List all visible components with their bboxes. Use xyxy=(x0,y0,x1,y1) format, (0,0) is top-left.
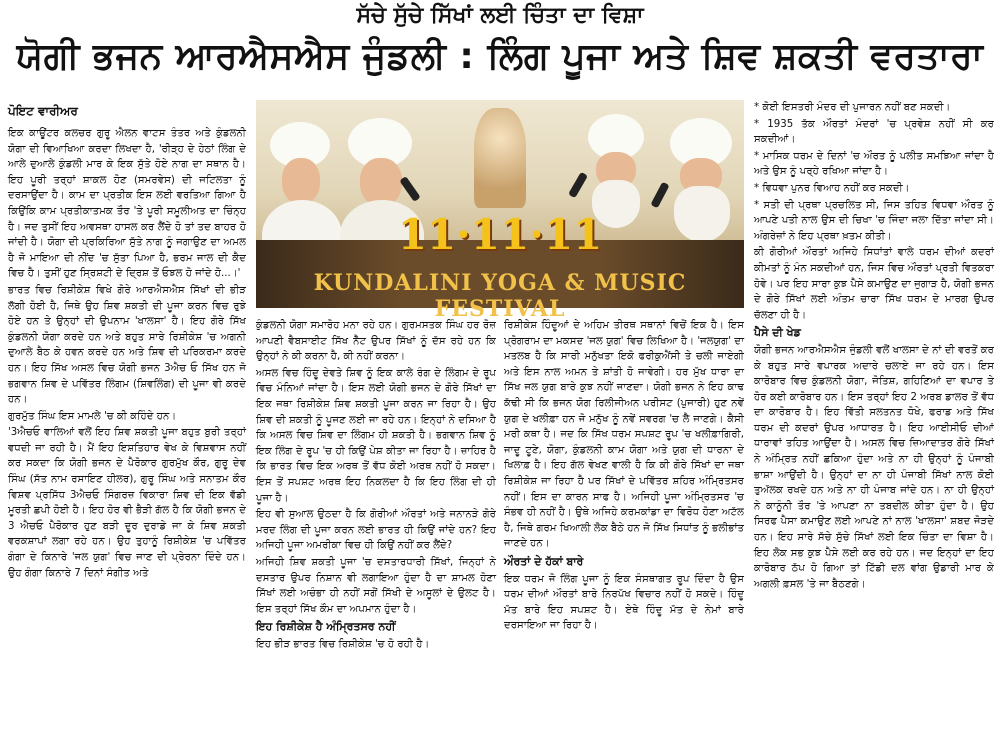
face-shape xyxy=(282,158,320,204)
paragraph: '3ਐਚਓ ਵਾਲਿਆਂ ਵਲੋਂ ਇਹ ਸ਼ਿਵ ਸ਼ਕਤੀ ਪੂਜਾ ਬਹੁਤ ਬੁਰੀ ਤਰ੍ਹਾਂ ਵਧਦੀ ਜਾ ਰਹੀ ਹੈ। ਮੈਂ ਇਹ ਇਸ਼ਤਿਹਾਰ ਵੇਖ ਕੇ ਵਿਸ਼ਵਾਸ ਨਹੀਂ ਕਰ ਸਕਦਾ ਕਿ ਯੋਗੀ ਭਜਨ ਦੇ ਪੈਰੋਕਾਰ ਗੁਰਮੁੱਖ ਕੌਰ, ਗੁਰੂ ਦੇਵ ਸਿੰਘ (ਸੱਤ ਨਾਮ ਰਸਾਇਣ ਹੀਲਰ), ਗੁਰੂ ਸਿੰਘ ਅਤੇ ਸਨਾਤਮ ਕੌਰ ਵਿਸ਼ਵ ਪ੍ਰਸਿੱਧ 3ਐਚਓ ਸਿੰਗਰਜ਼ ਵਿਕਾਰਾ ਸ਼ਿਵ ਦੀ ਇਕ ਵੱਡੀ ਮੂਰਤੀ ਛਪੀ ਹੋਈ ਹੈ। ਇਹ ਹੋਰ ਵੀ ਭੈੜੀ ਗੱਲ ਹੈ ਕਿ ਯੋਗੀ ਭਜਨ ਦੇ 3 ਐਚਓ ਪੈਰੋਕਾਰ ਹੁਣ ਬੜੀ ਦੂਰ ਦੁਰਾਡੇ ਜਾ ਕੇ ਸ਼ਿਵ ਸ਼ਕਤੀ ਵਰਕਸ਼ਾਪਾਂ ਲਗਾ ਰਹੇ ਹਨ। ਉਹ ਤੁਹਾਨੂੰ ਰਿਸ਼ੀਕੇਸ਼ 'ਚ ਪਵਿੱਤਰ ਗੰਗਾ ਦੇ ਕਿਨਾਰੇ 'ਜਲ ਯੁਗ' ਵਿਚ ਜਾਣ ਦੀ ਪ੍ਰੇਰਨਾ ਦਿੰਦੇ ਹਨ। ਉਹ ਗੰਗਾ ਕਿਨਾਰੇ 7 ਦਿਨਾਂ ਸੰਗੀਤ ਅਤੇ xyxy=(8,427,246,579)
paragraph: ਕੀ ਗੋਰੀਆਂ ਔਰਤਾਂ ਅਜਿਹੇ ਸਿਧਾਂਤਾਂ ਵਾਲੇ ਧਰਮ ਦੀਆਂ ਕਦਰਾਂ ਕੀਮਤਾਂ ਨੂੰ ਮੰਨ ਸਕਦੀਆਂ ਹਨ, ਜਿਸ ਵਿਚ ਔਰਤਾਂ ਪ੍ਰਤੀ ਵਿਤਕਰਾ ਹੋਵੇ। ਪਰ ਇਹ ਸਾਰਾ ਕੁਝ ਪੈਸੇ ਕਮਾਉਣ ਦਾ ਜੁਗਾੜ ਹੈ, ਯੋਗੀ ਭਜਨ ਦੇ ਗੋਰੇ ਸਿੱਖਾਂ ਲਈ ਅੰਤਮ ਚਾਰਾ ਸਿੱਖ ਧਰਮ ਦੇ ਮਾਰਗ ਉਪਰ ਚੱਲਣਾ ਹੀ ਹੈ। xyxy=(754,247,994,321)
headline: ਯੋਗੀ ਭਜਨ ਆਰਐਸਐਸ ਜੁੰਡਲੀ : ਲਿੰਗ ਪੂਜਾ ਅਤੇ ਸ਼ਿਵ ਸ਼ਕਤੀ ਵਰਤਾਰਾ xyxy=(16,36,984,77)
microphone-icon xyxy=(399,176,420,202)
section-heading: ਇਹ ਰਿਸ਼ੀਕੇਸ਼ ਹੈ ਅੰਮ੍ਰਿਤਸਰ ਨਹੀਂ xyxy=(256,620,396,634)
section-heading: ਪੈਸੇ ਦੀ ਖੇਡ xyxy=(754,326,801,340)
deity-figure xyxy=(474,108,526,208)
bullet-item: * ਵਿਧਵਾ ਪੁਨਰ ਵਿਆਹ ਨਹੀਂ ਕਰ ਸਕਦੀ। xyxy=(754,182,910,194)
paragraph: ਇਹ ਵੀ ਸੁਆਲ ਉਠਦਾ ਹੈ ਕਿ ਗੋਰੀਆਂ ਔਰਤਾਂ ਅਤੇ ਜਨਾਨੜੇ ਗੋਰੇ ਮਰਦ ਲਿੰਗ ਦੀ ਪੂਜਾ ਕਰਨ ਲਈ ਭਾਰਤ ਹੀ ਕਿਉਂ ਜਾਂਦੇ ਹਨ? ਇਹ ਅਜਿਹੀ ਪੂਜਾ ਅਮਰੀਕਾ ਵਿਚ ਹੀ ਕਿਉਂ ਨਹੀਂ ਕਰ ਲੈਂਦੇ? xyxy=(256,509,496,552)
bullet-item: * 1935 ਤੱਕ ਔਰਤਾਂ ਮੰਦਰਾਂ 'ਚ ਪ੍ਰਵੇਸ਼ ਨਹੀਂ ਸੀ ਕਰ ਸਕਦੀਆਂ। xyxy=(754,118,994,146)
festival-name: KUNDALINI YOGA & MUSIC FESTIVAL xyxy=(313,270,687,322)
bullet-item: * ਕੋਈ ਇਸਤਰੀ ਮੰਦਰ ਦੀ ਪੁਜਾਰਨ ਨਹੀਂ ਬਣ ਸਕਦੀ। xyxy=(754,102,951,113)
article-column-1 xyxy=(8,126,246,728)
paragraph: ਰਿਸ਼ੀਕੇਸ਼ ਹਿੰਦੂਆਂ ਦੇ ਅਹਿਮ ਤੀਰਥ ਸਥਾਨਾਂ ਵਿਚੋਂ ਇਕ ਹੈ। ਇਸ ਪ੍ਰੋਗਰਾਮ ਦਾ ਮਕਸਦ 'ਜਲ ਯੁਗ' ਵਿਚ ਲਿਖਿਆ ਹੈ। 'ਜਲਯੁਗ' ਦਾ ਮਤਲਬ ਹੈ ਕਿ ਸਾਰੀ ਮਨੁੱਖਤਾ ਇਕੋ ਫਰੀਕੁਐਂਸੀ ਤੇ ਚਲੀ ਜਾਏਗੀ ਅਤੇ ਇਸ ਨਾਲ ਅਮਨ ਤੇ ਸ਼ਾਂਤੀ ਹੋ ਜਾਵੇਗੀ। ਹਰ ਮੁੱਖ ਧਾਰਾ ਦਾ ਸਿੱਖ ਜਲ ਯੁਗ ਬਾਰੇ ਕੁਝ ਨਹੀਂ ਜਾਣਦਾ। ਯੋਗੀ ਭਜਨ ਨੇ ਇਹ ਕਾਢ ਕੱਢੀ ਸੀ ਕਿ ਭਜਨ ਯੋਗ ਰਿਲੀਜੀਅਨ ਪਰੀਸਟ (ਪੁਜਾਰੀ) ਹੁਣ ਨਵੇਂ ਯੁਗ ਦੇ ਖਲੀਫ਼ਾ ਹਨ ਜੋ ਮਨੁੱਖ ਨੂੰ ਨਵੇਂ ਸਵਰਗ 'ਚ ਲੈ ਜਾਣਗੇ। ਕੈਸੀ ਮਰੀ ਕਥਾ ਹੈ। ਜਦ ਕਿ ਸਿੱਖ ਧਰਮ ਸਪਸ਼ਟ ਰੂਪ 'ਚ ਖਲੀਫ਼ਾਗਿਰੀ, ਜਾਦੂ ਟੂਣੇ, ਯੋਗਾ, ਕੁੰਡਲਨੀ ਕਾਮ ਯੋਗਾ ਅਤੇ ਯੁਗ ਦੀ ਧਾਰਨਾ ਦੇ ਖਿਲਾਫ਼ ਹੈ। ਇਹ ਗੱਲ ਵੇਖਣ ਵਾਲੀ ਹੈ ਕਿ ਕੀ ਗੋਰੇ ਸਿੱਖਾਂ ਦਾ ਜਥਾ ਰਿਸ਼ੀਕੇਸ਼ ਜਾ ਰਿਹਾ ਹੈ ਪਰ ਸਿੱਖਾਂ ਦੇ ਪਵਿੱਤਰ ਸ਼ਹਿਰ ਅੰਮ੍ਰਿਤਸਰ ਨਹੀਂ। ਇਸ ਦਾ ਕਾਰਨ ਸਾਫ ਹੈ। ਅਜਿਹੀ ਪੂਜਾ ਅੰਮ੍ਰਿਤਸਰ 'ਚ ਸੰਭਵ ਹੀ ਨਹੀਂ ਹੈ। ਉਥੇ ਅਜਿਹੇ ਕਰਮਕਾਂਡਾ ਦਾ ਵਿਰੋਧ ਹੋਣਾ ਅਟੱਲ ਹੈ, ਜਿਥੇ ਗਰਮ ਖਿਆਲੀ ਲੋਕ ਬੈਠੇ ਹਨ ਜੋ ਸਿੱਖ ਸਿਧਾਂਤ ਨੂੰ ਭਲੀਭਾਂਤ ਜਾਣਦੇ ਹਨ। xyxy=(504,320,744,550)
byline: ਪੋਇਟ ਵਾਰੀਅਰ xyxy=(8,104,78,118)
section-heading: ਔਰਤਾਂ ਦੇ ਹੱਕਾਂ ਬਾਰੇ xyxy=(504,554,584,568)
bullet-item: * ਸਤੀ ਦੀ ਪ੍ਰਥਾ ਪ੍ਰਚਲਿਤ ਸੀ, ਜਿਸ ਤਹਿਤ ਵਿਧਵਾ ਔਰਤ ਨੂੰ ਆਪਣੇ ਪਤੀ ਨਾਲ ਉਸ ਦੀ ਚਿਖਾ 'ਚ ਜਿੰਦਾ ਜਲਾ ਦਿੱਤਾ ਜਾਂਦਾ ਸੀ। ਅੰਗਰੇਜ਼ਾਂ ਨੇ ਇਹ ਪ੍ਰਥਾ ਖ਼ਤਮ ਕੀਤੀ। xyxy=(754,199,994,242)
paragraph: ਇਕ ਧਰਮ ਜੋ ਲਿੰਗ ਪੂਜਾ ਨੂੰ ਇਕ ਸੰਸਥਾਗਤ ਰੂਪ ਦਿੰਦਾ ਹੈ ਉਸ ਧਰਮ ਦੀਆਂ ਔਰਤਾਂ ਬਾਰੇ ਨਿਰਪੱਖ ਵਿਚਾਰ ਨਹੀਂ ਹੋ ਸਕਦੇ। ਹਿੰਦੂ ਮੱਤ ਬਾਰੇ ਇਹ ਸਪਸ਼ਟ ਹੈ। ਏਥੇ ਹਿੰਦੂ ਮੱਤ ਦੇ ਨੇਮਾਂ ਬਾਰੇ ਦਰਸਾਇਆ ਜਾ ਰਿਹਾ ਹੈ। xyxy=(504,573,744,632)
microphone-icon xyxy=(650,182,669,209)
face-shape xyxy=(360,158,402,206)
festival-photo xyxy=(256,100,744,322)
paragraph: ਯੋਗੀ ਭਜਨ ਆਰਐਸਐਸ ਜੁੰਡਲੀ ਵਲੋਂ ਖਾਲਸਾ ਦੇ ਨਾਂ ਦੀ ਵਰਤੋਂ ਕਰ ਕੇ ਬਹੁਤ ਸਾਰੇ ਵਪਾਰਕ ਅਦਾਰੇ ਚਲਾਏ ਜਾ ਰਹੇ ਹਨ। ਇਸ ਕਾਰੋਬਾਰ ਵਿਚ ਕੁੰਡਲਨੀ ਯੋਗਾ, ਜੋਤਿਸ਼, ਗਹਿਣਿਆਂ ਦਾ ਵਪਾਰ ਤੇ ਹੋਰ ਕਈ ਕਾਰੋਬਾਰ ਹਨ। ਇਸ ਤਰ੍ਹਾਂ ਇਹ 2 ਅਰਬ ਡਾਲਰ ਤੋਂ ਵੱਧ ਦਾ ਕਾਰੋਬਾਰ ਹੈ। ਇਹ ਵਿੱਤੀ ਸਲਤਨਤ ਧੋਖੇ, ਫਰਾਡ ਅਤੇ ਸਿੱਖ ਧਰਮ ਦੀ ਕਦਰਾਂ ਉਪਰ ਆਧਾਰਤ ਹੈ। ਇਹ ਆਈਸੀਓ ਦੀਆਂ ਧਾਰਾਵਾਂ ਤਹਿਤ ਆਉਂਦਾ ਹੈ। ਅਸਲ ਵਿਚ ਜ਼ਿਆਦਾਤਰ ਗੋਰੇ ਸਿੱਖਾਂ ਨੇ ਅੰਮ੍ਰਿਤ ਨਹੀਂ ਛਕਿਆ ਹੁੰਦਾ ਅਤੇ ਨਾ ਹੀ ਉਨ੍ਹਾਂ ਨੂੰ ਪੰਜਾਬੀ ਭਾਸ਼ਾ ਆਉਂਦੀ ਹੈ। ਉਨ੍ਹਾਂ ਦਾ ਨਾ ਹੀ ਪੰਜਾਬੀ ਸਿੱਖਾਂ ਨਾਲ ਕੋਈ ਤੁਅੱਲਕ ਰਖਦੇ ਹਨ ਅਤੇ ਨਾ ਹੀ ਪੰਜਾਬ ਜਾਂਦੇ ਹਨ। ਨਾ ਹੀ ਉਨ੍ਹਾਂ ਨੇ ਕਾਨੂੰਨੀ ਤੌਰ 'ਤੇ ਆਪਣਾ ਨਾ ਤਬਦੀਲ ਕੀਤਾ ਹੁੰਦਾ ਹੈ। ਉਹ ਸਿਰਫ ਪੈਸਾ ਕਮਾਉਣ ਲਈ ਆਪਣੇ ਨਾਂ ਨਾਲ 'ਖਾਲਸਾ' ਸ਼ਬਦ ਜੋੜਦੇ ਹਨ। ਇਹ ਸਾਰੇ ਸੱਚੇ ਸੁੱਚੇ ਸਿੱਖਾਂ ਲਈ ਇਕ ਚਿੰਤਾ ਦਾ ਵਿਸ਼ਾ ਹੈ। ਇਹ ਲੋਕ ਸਭ ਕੁਝ ਪੈਸੇ ਲਈ ਕਰ ਰਹੇ ਹਨ। ਜਦ ਇਨ੍ਹਾਂ ਦਾ ਇਹ ਕਾਰੋਬਾਰ ਠੱਪ ਹੋ ਗਿਆ ਤਾਂ ਟਿੱਡੀ ਦਲ ਵਾਂਗ ਉਡਾਰੀ ਮਾਰ ਕੇ ਅਗਲੀ ਫ਼ਸਲ 'ਤੇ ਜਾ ਬੈਠਣਗੇ। xyxy=(754,344,994,590)
paragraph: ਇਕ ਕਾਊਂਟਰ ਕਲਚਰ ਗੁਰੂ ਐਲਨ ਵਾਟਸ ਤੰਤਰ ਅਤੇ ਕੁੰਡਲਨੀ ਯੋਗਾ ਦੀ ਵਿਆਖਿਆ ਕਰਦਾ ਲਿਖਦਾ ਹੈ, 'ਰੀੜ੍ਹ ਦੇ ਹੇਠਾਂ ਲਿੰਗ ਦੇ ਆਲੇ ਦੁਆਲੇ ਕੁੰਡਲੀ ਮਾਰ ਕੇ ਇਕ ਸੁੱਤੇ ਹੋਏ ਨਾਗ ਦਾ ਸਥਾਨ ਹੈ। ਇਹ ਪੂਰੀ ਤਰ੍ਹਾਂ ਸ਼ਾਕਲ ਹੋਣ (ਸਮਰਵੇਸ) ਦੀ ਜਟਿਲਤਾ ਨੂੰ ਦਰਸਾਉਂਦਾ ਹੈ। ਕਾਮ ਦਾ ਪ੍ਰਤੀਕ ਇਸ ਲਈ ਵਰਤਿਆ ਗਿਆ ਹੈ ਕਿਉਂਕਿ ਕਾਮ ਪ੍ਰਤੀਕਾਤਮਕ ਤੌਰ 'ਤੇ ਪੂਰੀ ਸਮੂਲੀਅਤ ਦਾ ਚਿੰਨ੍ਹ ਹੈ। ਜਦ ਤੁਸੀਂ ਇਹ ਅਵਸਥਾ ਹਾਸਲ ਕਰ ਲੈਂਦੇ ਹੋ ਤਾਂ ਤਦ ਬਾਹਰ ਹੋ ਜਾਂਦੀ ਹੈ। ਯੋਗਾ ਦੀ ਪ੍ਰਕਿਰਿਆ ਸੁੱਤੇ ਨਾਗ ਨੂੰ ਜਗਾਉਣ ਦਾ ਅਮਲ ਹੈ ਜੋ ਮਾਇਆ ਦੀ ਨੀਂਦ 'ਚ ਸੁੱਤਾ ਪਿਆ ਹੈ, ਭਰਮ ਜਾਲ ਦੀ ਕੈਦ ਵਿਚ ਹੈ। ਤੁਸੀਂ ਹੁਣ ਸ੍ਰਿਸ਼ਟੀ ਦੇ ਦ੍ਰਿਸ਼ ਤੋਂ ਓਝਲ ਹੋ ਜਾਂਦੇ ਹੋ...।' xyxy=(8,128,246,280)
paragraph: ਕੁੰਡਲਨੀ ਯੋਗਾ ਸਮਾਰੋਹ ਮਨਾ ਰਹੇ ਹਨ। ਗੁਰਮਸਤਕ ਸਿੰਘ ਹਰ ਰੋਜ਼ ਆਪਣੀ ਵੈਬਸਾਈਟ ਸਿੱਖ ਨੈੱਟ ਉਪਰ ਸਿੱਖਾਂ ਨੂੰ ਦੱਸ ਰਹੇ ਹਨ ਕਿ ਉਨ੍ਹਾਂ ਨੇ ਕੀ ਕਰਨਾ ਹੈ, ਕੀ ਨਹੀਂ ਕਰਨਾ। xyxy=(256,320,496,363)
bullet-item: * ਮਾਸਿਕ ਧਰਮ ਦੇ ਦਿਨਾਂ 'ਚ ਔਰਤ ਨੂੰ ਪਲੀਤ ਸਮਝਿਆ ਜਾਂਦਾ ਹੈ ਅਤੇ ਉਸ ਨੂੰ ਪਰ੍ਹੇ ਰਖਿਆ ਜਾਂਦਾ ਹੈ। xyxy=(754,150,994,178)
paragraph: ਇਹ ਭੀੜ ਭਾਰਤ ਵਿਚ ਰਿਸ਼ੀਕੇਸ਼ 'ਚ ਹੋ ਰਹੀ ਹੈ। xyxy=(256,638,430,650)
paragraph: ਅਸਲ ਵਿਚ ਹਿੰਦੂ ਦੇਵਤੇ ਸ਼ਿਵ ਨੂੰ ਇਕ ਕਾਲੇ ਰੰਗ ਦੇ ਲਿੰਗਮ ਦੇ ਰੂਪ ਵਿਚ ਮੰਨਿਆਂ ਜਾਂਦਾ ਹੈ। ਇਸ ਲਈ ਯੋਗੀ ਭਜਨ ਦੇ ਗੋਰੇ ਸਿੱਖਾਂ ਦਾ ਇਕ ਜਥਾ ਰਿਸ਼ੀਕੇਸ਼ ਸ਼ਿਵ ਸ਼ਕਤੀ ਪੂਜਾ ਕਰਨ ਜਾ ਰਿਹਾ ਹੈ। ਉਹ ਸ਼ਿਵ ਦੀ ਸ਼ਕਤੀ ਨੂੰ ਪੂਜਣ ਲਈ ਜਾ ਰਹੇ ਹਨ। ਇਨ੍ਹਾਂ ਨੇ ਦਸਿਆ ਹੈ ਕਿ ਅਸਲ ਵਿਚ ਸ਼ਿਵ ਦਾ ਲਿੰਗਮ ਹੀ ਸ਼ਕਤੀ ਹੈ। ਭਗਵਾਨ ਸ਼ਿਵ ਨੂੰ ਇਕ ਲਿੰਗ ਦੇ ਰੂਪ 'ਚ ਹੀ ਕਿਉਂ ਪੇਸ਼ ਕੀਤਾ ਜਾ ਰਿਹਾ ਹੈ। ਜ਼ਾਹਿਰ ਹੈ ਕਿ ਭਾਰਤ ਵਿਚ ਇਕ ਅਰਥ ਤੋਂ ਵੱਧ ਕੋਈ ਅਰਥ ਨਹੀਂ ਹੋ ਸਕਦਾ। ਇਸ ਤੋਂ ਸਪਸ਼ਟ ਅਰਥ ਇਹ ਨਿਕਲਦਾ ਹੈ ਕਿ ਇਹ ਲਿੰਗ ਦੀ ਹੀ ਪੂਜਾ ਹੈ। xyxy=(256,367,496,504)
paragraph: ਅਜਿਹੀ ਸ਼ਿਵ ਸ਼ਕਤੀ ਪੂਜਾ 'ਚ ਦਸਤਾਰਧਾਰੀ ਸਿੱਖਾਂ, ਜਿਨ੍ਹਾਂ ਨੇ ਦਸਤਾਰ ਉਪਰ ਨਿਸ਼ਾਨ ਵੀ ਲਗਾਇਆ ਹੁੰਦਾ ਹੈ ਦਾ ਸ਼ਾਮਲ ਹੋਣਾ ਸਿੱਖਾਂ ਲਈ ਅਚੰਭਾ ਹੀ ਨਹੀਂ ਸਗੋਂ ਸਿੱਖੀ ਦੇ ਅਸੂਲਾਂ ਦੇ ਉਲਟ ਹੈ। ਇਸ ਤਰ੍ਹਾਂ ਸਿੱਖ ਕੌਮ ਦਾ ਅਪਮਾਨ ਹੁੰਦਾ ਹੈ। xyxy=(256,556,496,615)
kicker-title: ਸੱਚੇ ਸੁੱਚੇ ਸਿੱਖਾਂ ਲਈ ਚਿੰਤਾ ਦਾ ਵਿਸ਼ਾ xyxy=(356,2,644,28)
article-column-3 xyxy=(504,318,744,728)
article-column-4 xyxy=(754,100,994,728)
paragraph: ਗੁਰਮੁੱਤ ਸਿੰਘ ਇਸ ਮਾਮਲੇ 'ਚ ਕੀ ਕਹਿੰਦੇ ਹਨ। xyxy=(8,410,177,422)
festival-date: 11·11·11 xyxy=(397,210,603,259)
microphone-icon xyxy=(568,172,588,199)
paragraph: ਭਾਰਤ ਵਿਚ ਰਿਸ਼ੀਕੇਸ਼ ਵਿਖੇ ਗੋਰੇ ਆਰਐਸਐਸ ਸਿੱਖਾਂ ਦੀ ਭੀੜ ਲੱਗੀ ਹੋਈ ਹੈ, ਜਿਥੇ ਉਹ ਸ਼ਿਵ ਸ਼ਕਤੀ ਦੀ ਪੂਜਾ ਕਰਨ ਵਿਚ ਰੁਝੇ ਹੋਏ ਹਨ ਤੇ ਉਨ੍ਹਾਂ ਦੀ ਉਪਨਾਮ 'ਖਾਲਸਾ' ਹੈ। ਇਹ ਗੋਰੇ ਸਿੱਖ ਕੁੰਡਲਨੀ ਯੋਗਾ ਕਰਦੇ ਹਨ ਅਤੇ ਬਹੁਤ ਸਾਰੇ ਰਿਸ਼ੀਕੇਸ਼ 'ਚ ਅਗਨੀ ਦੁਆਲੇ ਬੈਠ ਕੇ ਹਵਨ ਕਰਦੇ ਹਨ ਅਤੇ ਸ਼ਿਵ ਦੀ ਪਰਿਕਰਮਾ ਕਰਦੇ ਹਨ। ਇਹ ਸਿੱਖ ਅਸਲ ਵਿਚ ਯੋਗੀ ਭਜਨ 3ਐਚ ਓ ਸਿੱਖ ਹਨ ਜੋ ਭਗਵਾਨ ਸ਼ਿਵ ਦੇ ਪਵਿੱਤਰ ਲਿੰਗਮ (ਸ਼ਿਵਲਿੰਗ) ਦੀ ਪੂਜਾ ਵੀ ਕਰਦੇ ਹਨ। xyxy=(8,284,246,406)
article-column-2 xyxy=(256,318,496,728)
